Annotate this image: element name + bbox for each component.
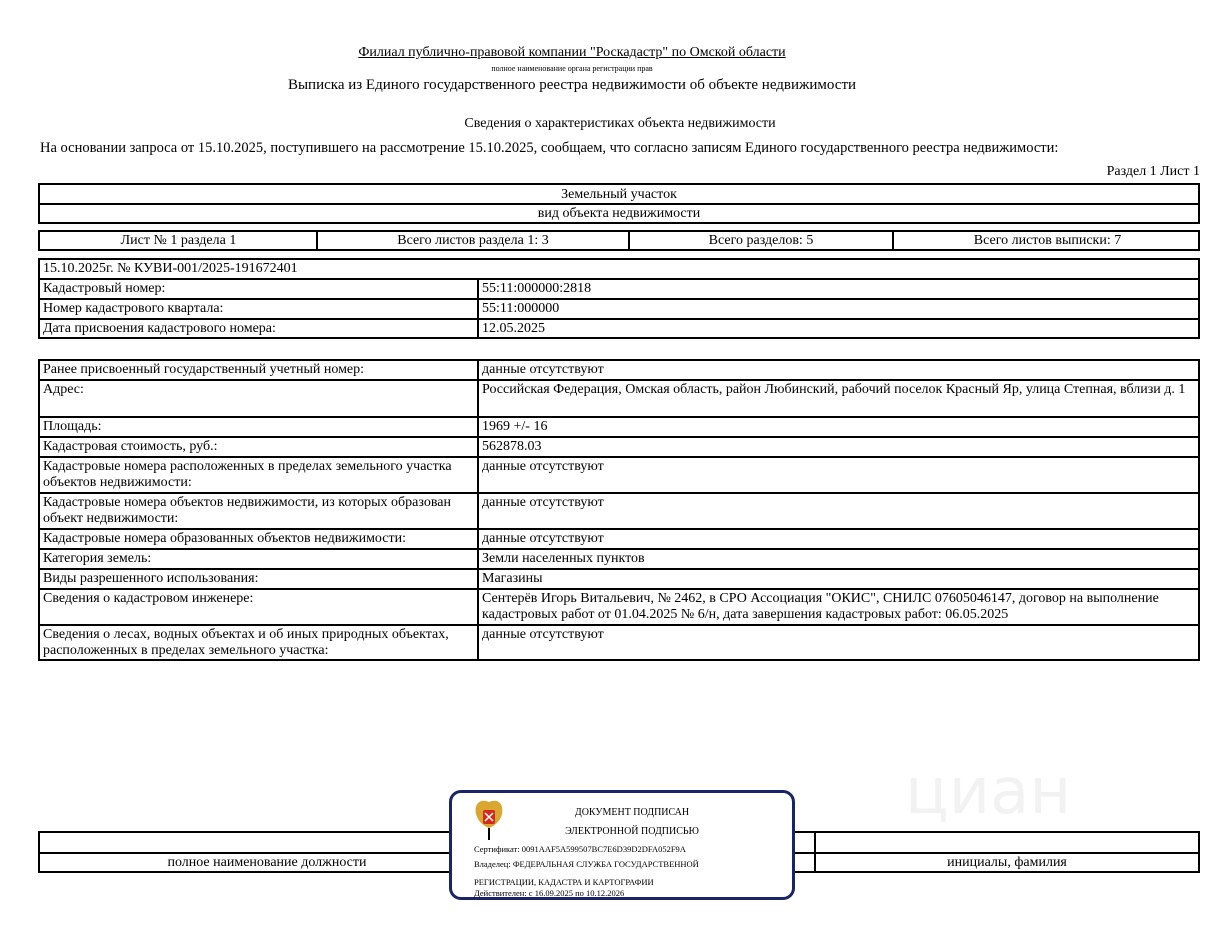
row-value: Магазины [482,571,543,586]
document-title: Выписка из Единого государственного реестра недвижимости об объекте недвижимости [287,77,857,93]
sheets-in-section: Всего листов раздела 1: 3 [397,233,549,248]
row-label: Кадастровые номера расположенных в пределах земельного участка объектов недвижимости: [43,459,452,490]
watermark: циан [905,755,1072,829]
row-value: данные отсутствуют [482,627,604,642]
row-value: данные отсутствуют [482,495,604,510]
row-label: Адрес: [43,382,84,397]
row-label: Категория земель: [43,551,152,566]
row-label: Кадастровые номера объектов недвижимости, из которых образован объект недвижимости: [43,495,451,526]
cadastral-number: 55:11:000000:2818 [482,281,592,296]
object-type-box [38,183,1200,224]
characteristics-table [38,359,1200,661]
row-label: Кадастровая стоимость, руб.: [43,439,218,454]
stamp-validity: Действителен: с 16.09.2025 по 10.12.2026 [474,888,625,898]
row-label: Виды разрешенного использования: [43,571,259,586]
e-signature-stamp [449,790,795,900]
row-value: 1969 +/- 16 [482,419,548,434]
stamp-line2: ЭЛЕКТРОННОЙ ПОДПИСЬЮ [565,826,699,837]
row-value: Российская Федерация, Омская область, район Любинский, рабочий поселок Красный Яр, улица Степная, вблизи д. 1 [482,382,1186,397]
stamp-owner-cont: РЕГИСТРАЦИИ, КАДАСТРА И КАРТОГРАФИИ [474,877,654,887]
row-label: Кадастровый номер: [43,281,166,296]
sheets-row [38,230,1200,251]
intro-text: На основании запроса от 15.10.2025, поступившего на рассмотрение 15.10.2025, сообщаем, что согласно записям Единого государственного реестра недвижимости: [40,140,1059,156]
document-subtitle: Сведения о характеристиках объекта недвижимости [464,116,776,131]
object-type-caption: вид объекта недвижимости [537,206,701,221]
stamp-certificate: Сертификат: 0091AAF5A599507BC7E6D39D2DFA052F9A [474,844,686,854]
total-sections: Всего разделов: 5 [708,233,814,248]
row-label: Номер кадастрового квартала: [43,301,224,316]
row-label: Сведения о лесах, водных объектах и об иных природных объектах, расположенных в пределах земельного участка: [43,627,449,658]
assignment-date: 12.05.2025 [482,321,545,336]
row-label: Кадастровые номера образованных объектов недвижимости: [43,531,406,546]
name-caption: инициалы, фамилия [947,855,1067,870]
row-label: Дата присвоения кадастрового номера: [43,321,276,336]
row-label: Площадь: [43,419,102,434]
org-name: Филиал публично-правовой компании "Роскадастр" по Омской области [358,45,786,60]
row-value: Сентерёв Игорь Витальевич, № 2462, в СРО Ассоциация "ОКИС", СНИЛС 07605046147, договор на выполнение кадастровых работ от 01.04.2025 № 6/н, дата завершения кадастровых работ: 06.05.2025 [482,591,1159,622]
row-value: 562878.03 [482,439,542,454]
coat-of-arms-icon [472,796,506,840]
stamp-owner: Владелец: ФЕДЕРАЛЬНАЯ СЛУЖБА ГОСУДАРСТВЕННОЙ [474,859,699,869]
cadastral-quarter: 55:11:000000 [482,301,560,316]
row-value: Земли населенных пунктов [482,551,645,566]
row-value: данные отсутствуют [482,531,604,546]
identification-table [38,258,1200,339]
total-sheets: Всего листов выписки: 7 [973,233,1122,248]
doc-number: 15.10.2025г. № КУВИ-001/2025-191672401 [43,261,298,276]
row-label: Ранее присвоенный государственный учетный номер: [43,362,365,377]
stamp-line1: ДОКУМЕНТ ПОДПИСАН [574,807,690,818]
section-label: Раздел 1 Лист 1 [1106,164,1200,179]
row-value: данные отсутствуют [482,362,604,377]
object-type: Земельный участок [561,187,677,202]
org-caption: полное наименование органа регистрации прав [491,64,653,73]
row-value: данные отсутствуют [482,459,604,474]
row-label: Сведения о кадастровом инженере: [43,591,254,606]
sheet-number: Лист № 1 раздела 1 [120,233,237,248]
position-caption: полное наименование должности [167,855,367,870]
